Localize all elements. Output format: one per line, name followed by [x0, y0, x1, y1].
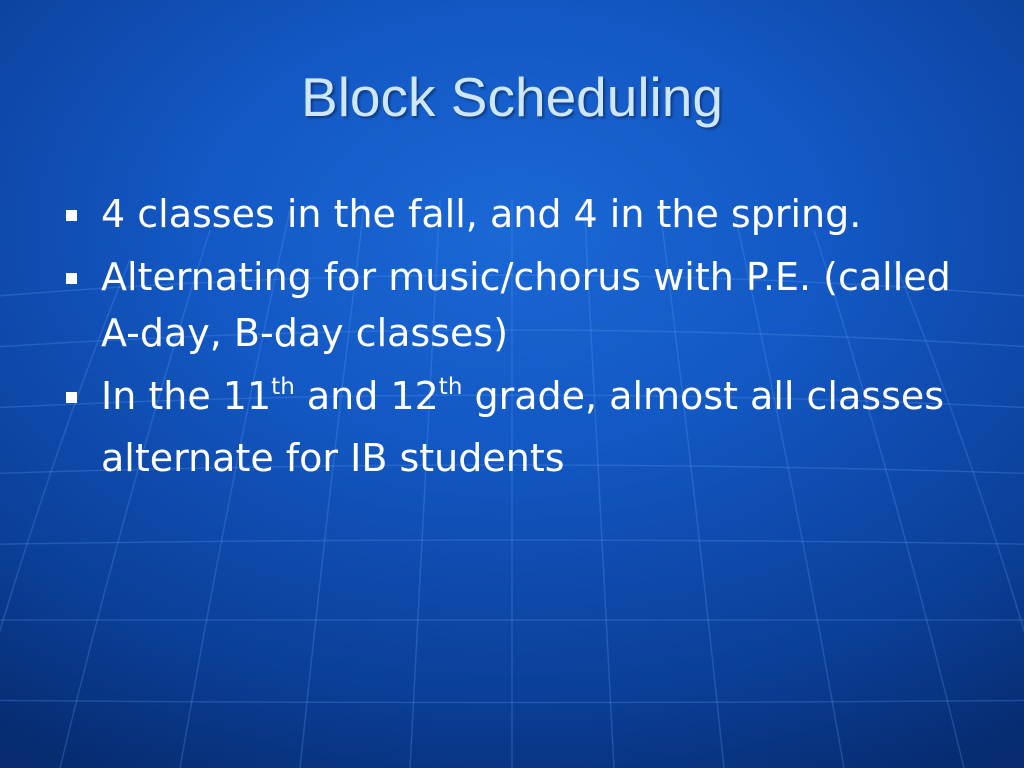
bullet-item	[60, 368, 970, 486]
bullet-item	[60, 249, 970, 361]
bullet-text: 4 classes in the fall, and 4 in the spring.	[101, 192, 862, 236]
square-bullet-icon	[66, 392, 77, 403]
bullet-item	[60, 186, 970, 242]
square-bullet-icon	[66, 273, 77, 284]
bullet-text: Alternating for music/chorus with P.E. (called A-day, B-day classes)	[101, 255, 951, 355]
superscript-text: th	[438, 374, 463, 400]
bullet-text-part: and 12	[294, 374, 439, 418]
superscript-text: th	[271, 374, 295, 400]
bullet-list	[60, 186, 970, 493]
bullet-text-part: grade, almost all classes alternate for IB students	[101, 374, 945, 480]
bullet-text-part: In the 11	[101, 374, 272, 418]
slide-title: Block Scheduling	[301, 66, 723, 128]
square-bullet-icon	[66, 210, 77, 221]
